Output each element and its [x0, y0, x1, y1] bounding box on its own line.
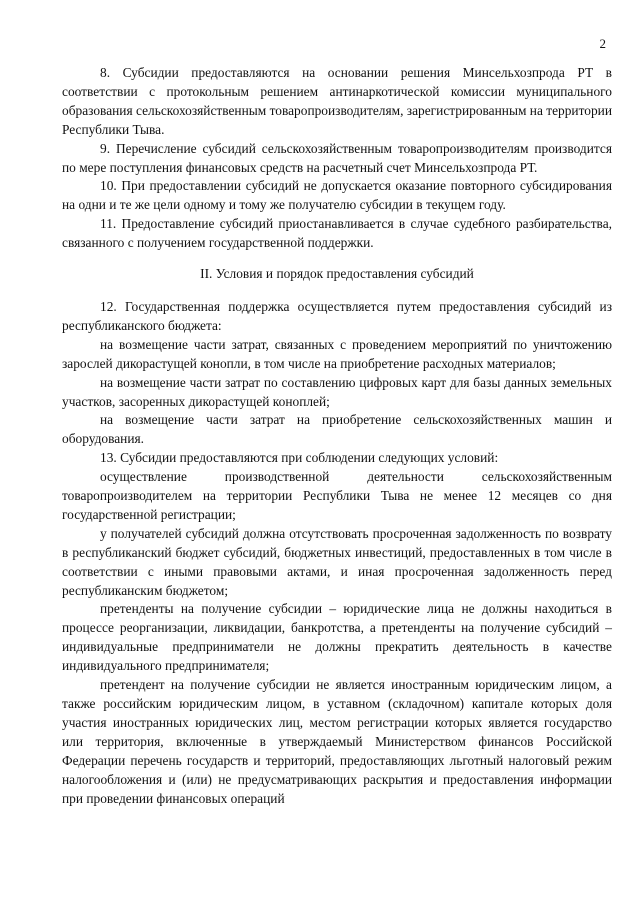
list-item: на возмещение части затрат, связанных с проведением мероприятий по уничтожению зарослей дикорастущей конопли, в том числе на приобретение расходных материалов;	[62, 336, 612, 371]
paragraph-13: 13. Субсидии предоставляются при соблюдении следующих условий:	[100, 450, 499, 466]
document-body	[62, 64, 612, 808]
section-title: II. Условия и порядок предоставления субсидий	[200, 266, 474, 282]
paragraph-9: 9. Перечисление субсидий сельскохозяйственным товаропроизводителям производится по мере поступления финансовых средств на расчетный счет Минсельхозпрода РТ.	[62, 140, 612, 175]
list-item: претендент на получение субсидии не является иностранным юридическим лицом, а также российским юридическим лицом, в уставном (складочном) капитале которых доля участия иностранных юридических лиц, местом регистрации которых является государство или территория, включенные в утверждаемый Министерством финансов Российской Федерации перечень государств и территорий, предоставляющих льготный налоговый режим налогообложения и (или) не предусматривающих раскрытия и предоставления информации при проведении финансовых операций	[62, 677, 612, 806]
paragraph-10: 10. При предоставлении субсидий не допускается оказание повторного субсидирования на одни и те же цели одному и тому же получателю субсидии в текущем году.	[62, 178, 612, 213]
list-item: осуществление производственной деятельности сельскохозяйственным товаропроизводителем на территории Республики Тыва не менее 12 месяцев со дня государственной регистрации;	[62, 469, 612, 522]
paragraph-11: 11. Предоставление субсидий приостанавливается в случае судебного разбирательства, связанного с получением государственной поддержки.	[62, 216, 612, 251]
list-item: на возмещение части затрат по составлению цифровых карт для базы данных земельных участков, засоренных дикорастущей коноплей;	[62, 374, 612, 409]
paragraph-12: 12. Государственная поддержка осуществляется путем предоставления субсидий из республиканского бюджета:	[62, 298, 612, 333]
list-item: на возмещение части затрат на приобретение сельскохозяйственных машин и оборудования.	[62, 412, 612, 447]
list-item: претенденты на получение субсидии – юридические лица не должны находиться в процессе реорганизации, ликвидации, банкротства, а претенденты на получение субсидий – индивидуальные предприниматели не должны прекратить деятельность в качестве индивидуального предпринимателя;	[62, 601, 612, 674]
page-number: 2	[599, 36, 606, 51]
paragraph-8: 8. Субсидии предоставляются на основании решения Минсельхозпрода РТ в соответствии с протокольным решением антинаркотической комиссии муниципального образования сельскохозяйственным товаропроизводителям, зарегистрированным на территории Республики Тыва.	[62, 65, 612, 137]
list-item: у получателей субсидий должна отсутствовать просроченная задолженность по возврату в республиканский бюджет субсидий, бюджетных инвестиций, предоставленных в том числе в соответствии с иными правовыми актами, и иная просроченная задолженность перед республиканским бюджетом;	[62, 525, 612, 598]
